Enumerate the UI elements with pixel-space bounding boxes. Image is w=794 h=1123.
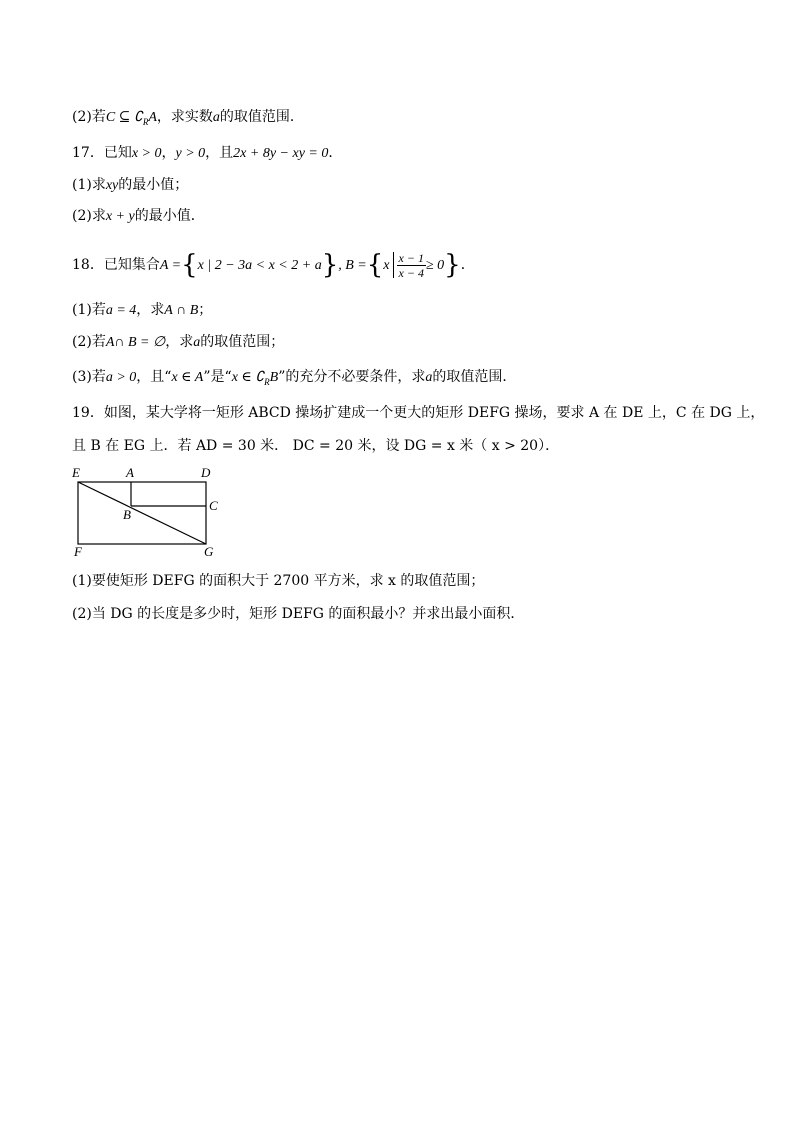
q18-part3-mid2: ”是“: [203, 369, 232, 385]
q18-part2-mid: ，求: [165, 334, 194, 350]
q18-part3-cond: a > 0: [105, 370, 137, 385]
q18-part1-cond: a = 4: [105, 303, 137, 318]
q18-stem-prefix: 18．已知集合: [72, 257, 160, 273]
q17-part1-prefix: (1)求: [72, 177, 106, 193]
q18-part1-suffix: ；: [198, 302, 213, 318]
q16-part2-mid: ，求实数: [156, 109, 213, 125]
q17-cond-2: y > 0: [175, 146, 206, 161]
q18-part3-mid1: ，且“: [136, 369, 172, 385]
label-b: B: [123, 507, 131, 522]
q16-part2-subscript: R: [142, 116, 149, 127]
q19-line2: 且 B 在 EG 上．若 AD = 30 米． DC = 20 米，设 DG = x 米（ x > 20）．: [72, 438, 560, 454]
q17-part2-expr: x + y: [105, 209, 135, 224]
q18-part1-expr: A ∩ B: [164, 303, 199, 318]
q18-part3-suffix: 的取值范围．: [432, 369, 517, 385]
q17-sep-2: ，且: [205, 145, 234, 161]
set-divider-bar: [393, 252, 394, 278]
q18-part1-mid: ，求: [136, 302, 165, 318]
q16-part2-var: a: [212, 110, 220, 125]
q18-part1-prefix: (1)若: [72, 302, 106, 318]
q18-part2-var: a: [193, 335, 201, 350]
q16-part2-prefix: (2)若: [72, 109, 106, 125]
q17-part1-expr: xy: [105, 178, 119, 193]
right-brace-icon: }: [321, 250, 339, 280]
q17-part1: [72, 175, 188, 196]
label-e: E: [72, 465, 80, 480]
q18-part3-mid3: ”的充分不必要条件，求: [278, 369, 426, 385]
q17-part2-prefix: (2)求: [72, 208, 106, 224]
q17-cond-3: 2x + 8y − xy = 0: [233, 146, 329, 161]
q18-fraction-numerator: x − 1: [398, 250, 424, 265]
q18-part3-prefix: (3)若: [72, 369, 106, 385]
q18-part3-var: a: [425, 370, 433, 385]
q18-part1: [72, 300, 212, 321]
q18-part3-stmt2a: x ∈ ∁: [231, 370, 265, 385]
q18-part2-cond: A∩ B = ∅: [105, 335, 166, 350]
q19-line1: 19．如图，某大学将一矩形 ABCD 操场扩建成一个更大的矩形 DEFG 操场，要求 A 在 DE 上，C 在 DG 上，: [72, 405, 765, 421]
q18-fraction: [397, 251, 426, 280]
q17-part2-suffix: 的最小值．: [134, 208, 205, 224]
q16-part2-set: A: [148, 110, 157, 125]
q18-set-b-var: x: [383, 258, 390, 273]
q18-part2-prefix: (2)若: [72, 334, 106, 350]
q16-part2-suffix: 的取值范围．: [219, 109, 304, 125]
rectangle-diagram: [70, 463, 230, 563]
left-brace-icon: {: [366, 250, 384, 280]
q18-part3-stmt1: x ∈ A: [171, 370, 204, 385]
label-g: G: [204, 544, 214, 559]
label-a: A: [126, 465, 134, 480]
right-brace-icon: }: [444, 250, 461, 280]
q16-part2-condition: C ⊆ ∁: [105, 110, 143, 125]
q18-set-a-body: x | 2 − 3a < x < 2 + a: [197, 258, 322, 273]
left-brace-icon: {: [181, 250, 198, 280]
label-d: D: [201, 465, 211, 480]
q18-fraction-denominator: x − 4: [398, 265, 424, 280]
q17-stem-prefix: 17．已知: [72, 145, 132, 161]
q18-part3-stmt2sub: R: [264, 376, 270, 387]
q18-set-b-tail: ≥ 0: [425, 258, 445, 273]
q17-end: ．: [328, 145, 343, 161]
q19-part2: (2)当 DG 的长度是多少时，矩形 DEFG 的面积最小？并求出最小面积．: [72, 606, 525, 622]
q18-part2: [72, 332, 284, 353]
q18-end: ．: [460, 257, 475, 273]
q18-part2-suffix: 的取值范围；: [200, 334, 285, 350]
q17-stem: [72, 143, 342, 164]
q18-stem: [72, 250, 475, 281]
q17-part1-suffix: 的最小值；: [118, 177, 189, 193]
q17-sep-1: ，: [161, 145, 176, 161]
q16-part2: [72, 107, 304, 132]
q18-part3-stmt2b: B: [269, 370, 279, 385]
q19-part1: (1)要使矩形 DEFG 的面积大于 2700 平方米，求 x 的取值范围；: [72, 573, 485, 589]
label-c: C: [209, 498, 218, 513]
q18-set-a-name: A =: [159, 258, 182, 273]
q17-part2: [72, 206, 205, 227]
q18-part3: [72, 367, 516, 392]
q18-set-b-name: , B =: [338, 258, 367, 273]
label-f: F: [74, 544, 82, 559]
diagonal-eg: [78, 482, 206, 544]
q17-cond-1: x > 0: [131, 146, 162, 161]
